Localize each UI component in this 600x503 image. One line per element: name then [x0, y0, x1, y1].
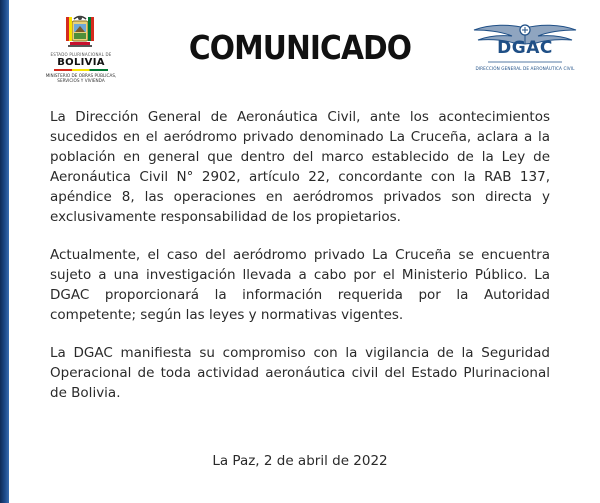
communique-body [50, 107, 550, 421]
ministry-name: MINISTERIO DE OBRAS PÚBLICAS, SERVICIOS Y VIVIENDA [45, 73, 117, 83]
flag-stripe [54, 69, 108, 71]
dgac-logo [470, 18, 580, 80]
paragraph-1: La Dirección General de Aeronáutica Civil, ante los acontecimientos sucedidos en el aeródromo privado denominado La Cruceña, aclara a la población en general que dentro del marco establecido de la Ley de Aeronáutica Civil N° 2902, artículo 22, concordante con la RAB 137, apéndice 8, las operaciones en aeródromos privados son directa y exclusivamente responsabilidad de los propietarios. [50, 109, 550, 225]
dgac-acronym: DGAC [497, 38, 553, 58]
paragraph-3: La DGAC manifiesta su compromiso con la vigilancia de la Seguridad Operacional de toda actividad aeronáutica civil del Estado Plurinacional de Bolivia. [50, 345, 550, 401]
page-title: COMUNICADO [188, 28, 412, 67]
ministry-logo [40, 12, 125, 92]
ministry-country: BOLIVIA [57, 57, 105, 68]
left-accent-bar [0, 0, 9, 503]
coat-of-arms-icon [62, 14, 98, 50]
paragraph-2: Actualmente, el caso del aeródromo privado La Cruceña se encuentra sujeto a una investigación llevada a cabo por el Ministerio Público. La DGAC proporcionará la información requerida por la Autoridad competente; según las leyes y normativas vigentes. [50, 247, 550, 323]
ministry-small-top: ESTADO PLURINACIONAL DE [50, 52, 112, 57]
dgac-full-name: DIRECCIÓN GENERAL DE AERONÁUTICA CIVIL [475, 66, 575, 71]
date-line: La Paz, 2 de abril de 2022 [212, 453, 388, 469]
